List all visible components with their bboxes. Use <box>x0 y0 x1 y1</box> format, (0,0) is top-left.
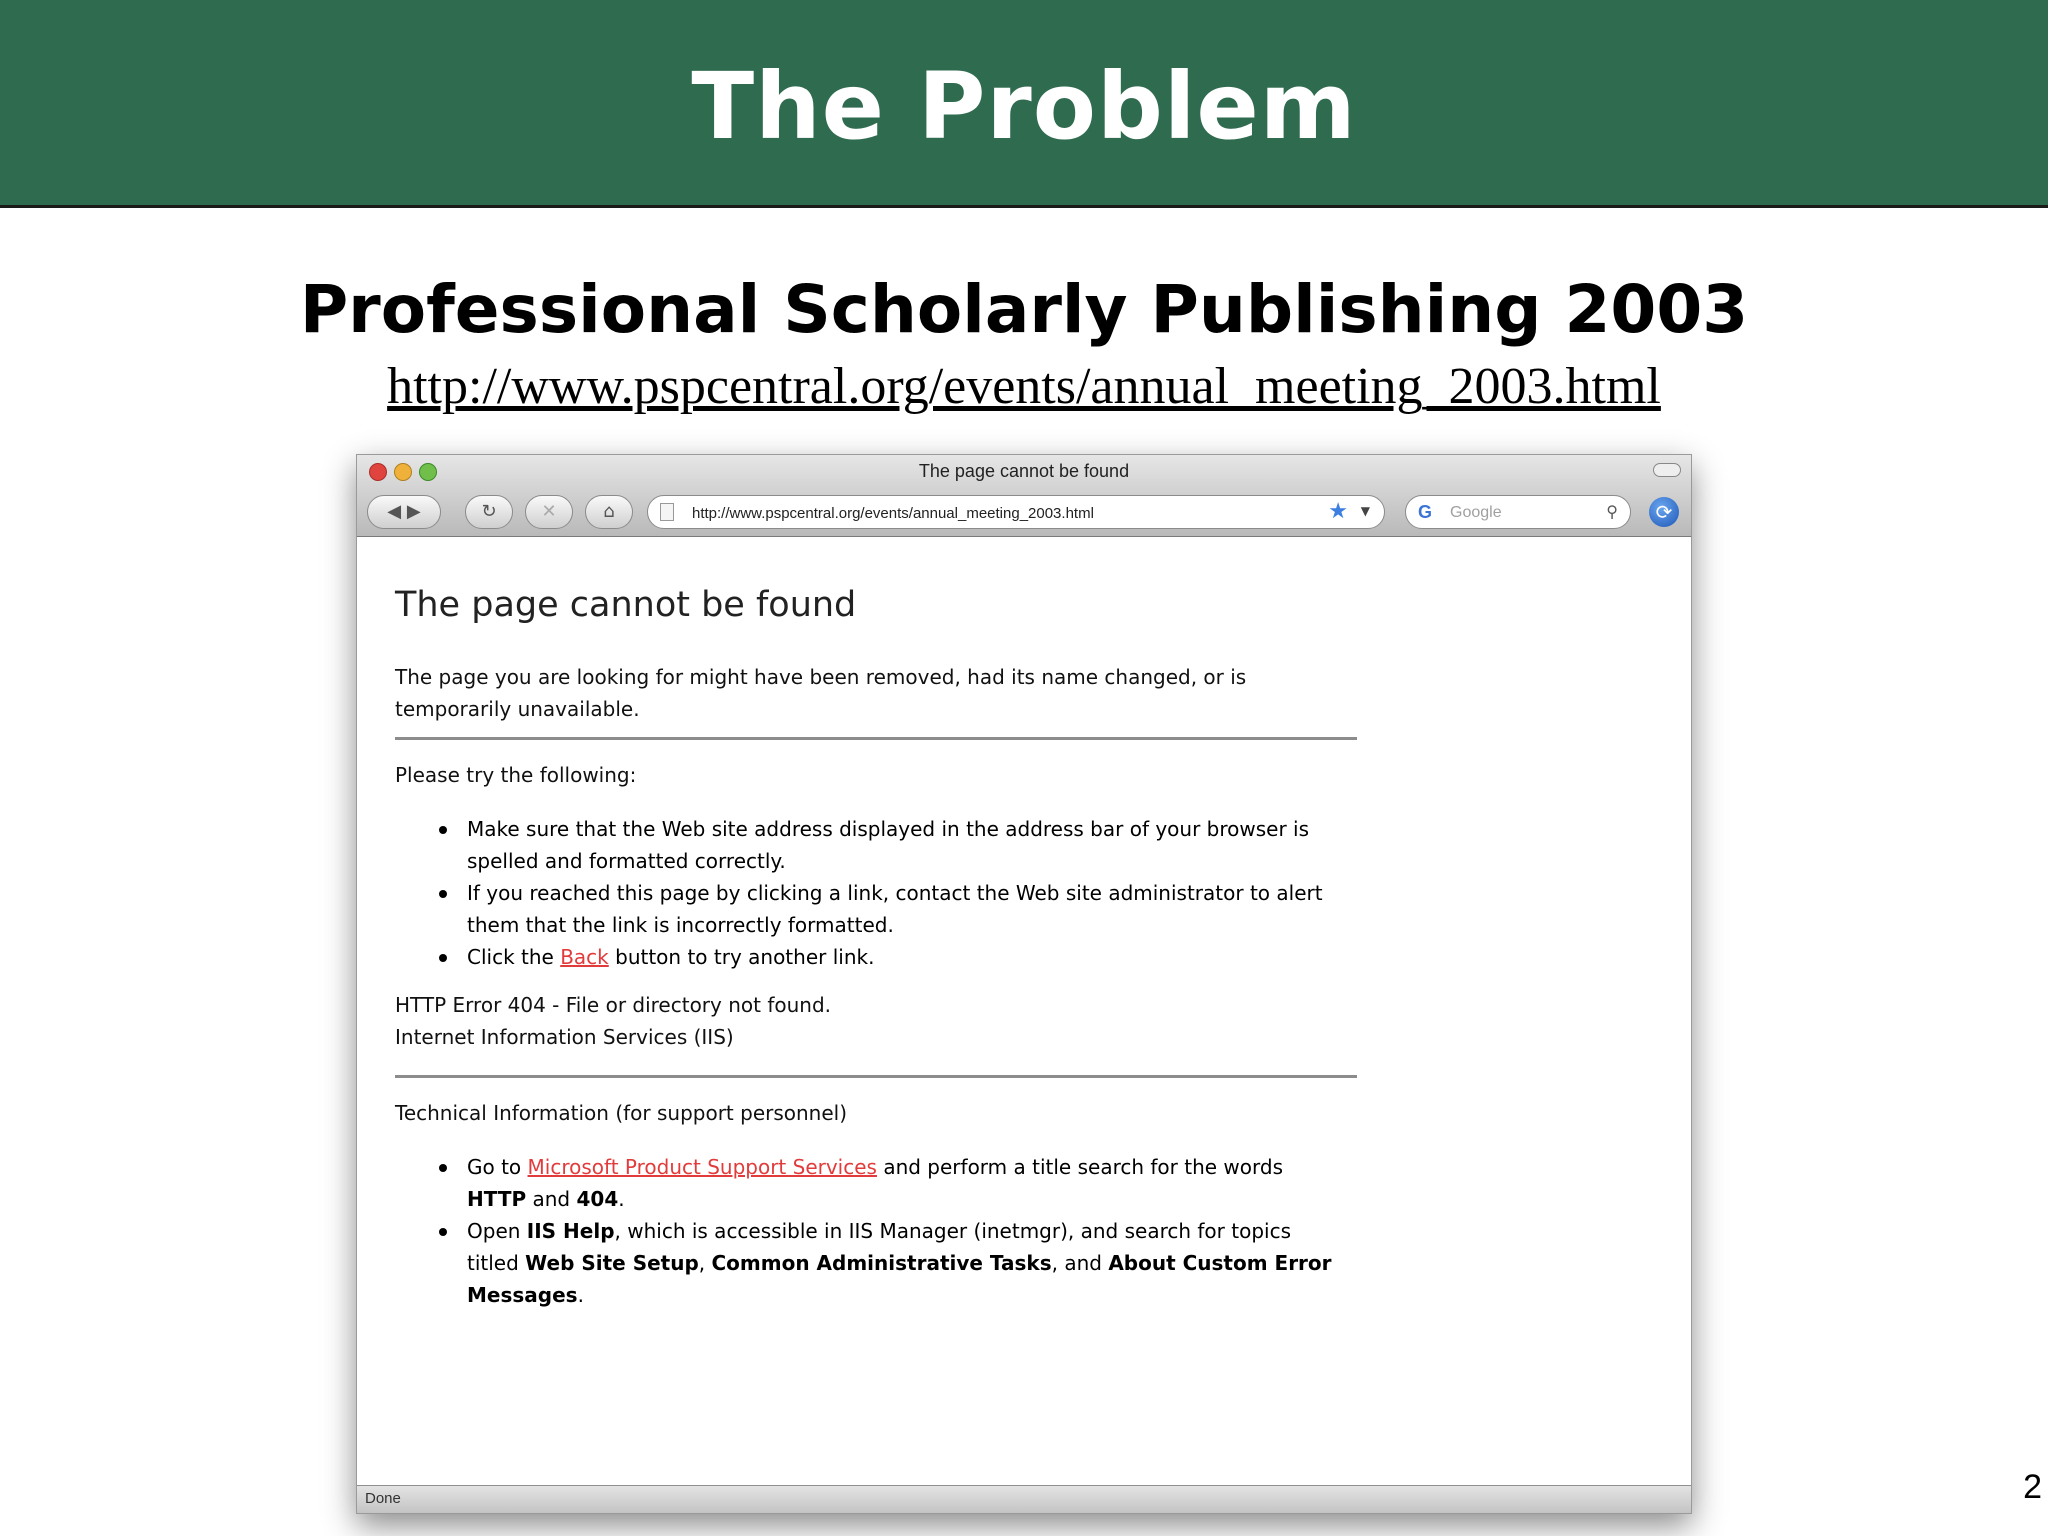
history-dropdown-icon[interactable]: ▼ <box>1360 504 1370 518</box>
browser-window <box>356 454 1692 1514</box>
slide-url-link[interactable]: http://www.pspcentral.org/events/annual_meeting_2003.html <box>387 358 1661 415</box>
reload-button[interactable] <box>465 495 513 529</box>
bold-term: 404 <box>576 1187 619 1211</box>
reload-icon: ↻ <box>481 501 497 522</box>
address-input[interactable] <box>692 502 1292 524</box>
list-item-text: and <box>526 1187 577 1211</box>
bold-term: About Custom Error Messages <box>467 1251 1332 1307</box>
list-item-text: , <box>698 1251 712 1275</box>
list-item-text: Click the <box>467 945 561 969</box>
back-arrow-icon[interactable]: ◀ <box>387 501 402 522</box>
microsoft-support-link[interactable]: Microsoft Product Support Services <box>527 1155 877 1179</box>
bookmark-star-icon[interactable]: ★ <box>1328 499 1348 524</box>
status-bar <box>357 1485 1691 1513</box>
status-text: Done <box>365 1490 401 1507</box>
list-item-text: Go to <box>467 1155 528 1179</box>
list-item-text: , which is accessible in IIS Manager (inetmgr), and search for topics titled <box>467 1219 1291 1275</box>
divider <box>395 737 1357 740</box>
list-item-text: , and <box>1051 1251 1109 1275</box>
list-item <box>437 1215 1337 1311</box>
tech-list <box>437 1151 1337 1311</box>
browser-titlebar <box>357 455 1691 537</box>
stop-button[interactable] <box>525 495 573 529</box>
slide-header <box>0 0 2048 208</box>
slide-subtitle: Professional Scholarly Publishing 2003 <box>299 271 1749 348</box>
home-icon: ⌂ <box>603 501 615 522</box>
address-bar[interactable] <box>647 495 1385 529</box>
toolbar-toggle-button[interactable] <box>1653 463 1681 477</box>
search-bar[interactable] <box>1405 495 1631 529</box>
list-item-text: button to try another link. <box>608 945 875 969</box>
list-item <box>437 813 1337 877</box>
divider <box>395 1075 1357 1078</box>
list-item <box>437 1151 1337 1215</box>
home-button[interactable] <box>585 495 633 529</box>
list-item-text: Make sure that the Web site address displayed in the address bar of your browser is spelled and formatted correctly. <box>467 817 1310 873</box>
google-logo-icon[interactable]: G <box>1417 502 1432 522</box>
list-item <box>437 877 1337 941</box>
try-heading: Please try the following: <box>395 763 637 787</box>
bold-term: HTTP <box>467 1187 527 1211</box>
list-item <box>437 941 1337 973</box>
slide-title: The Problem <box>691 53 1357 160</box>
bold-term: Common Administrative Tasks <box>711 1251 1052 1275</box>
list-item-text: . <box>618 1187 625 1211</box>
list-item-text: and perform a title search for the words <box>876 1155 1284 1179</box>
list-item-text: If you reached this page by clicking a link, contact the Web site administrator to alert them that the link is incorrectly formatted. <box>467 881 1323 937</box>
page-icon <box>660 503 674 521</box>
forward-arrow-icon[interactable]: ▶ <box>406 501 421 522</box>
error-heading: The page cannot be found <box>395 585 857 625</box>
server-text: Internet Information Services (IIS) <box>395 1025 734 1049</box>
sync-icon[interactable]: ⟳ <box>1649 497 1679 527</box>
back-forward-buttons[interactable] <box>367 495 441 529</box>
list-item-text: . <box>577 1283 584 1307</box>
list-item-text: Open <box>467 1219 527 1243</box>
suggestion-list <box>437 813 1337 973</box>
slide-number: 2 <box>2023 1468 2042 1506</box>
error-code-text: HTTP Error 404 - File or directory not found. <box>395 993 832 1017</box>
tech-heading: Technical Information (for support personnel) <box>395 1101 848 1125</box>
intro-text: The page you are looking for might have been removed, had its name changed, or is temporarily unavailable. <box>395 665 1247 721</box>
back-link[interactable]: Back <box>560 945 609 969</box>
bold-term: Web Site Setup <box>525 1251 699 1275</box>
search-icon[interactable]: ⚲ <box>1606 502 1618 521</box>
bold-term: IIS Help <box>526 1219 615 1243</box>
search-input[interactable] <box>1450 502 1590 524</box>
page-content <box>357 537 1691 1487</box>
window-title: The page cannot be found <box>918 461 1130 481</box>
stop-icon: ✕ <box>541 501 557 522</box>
